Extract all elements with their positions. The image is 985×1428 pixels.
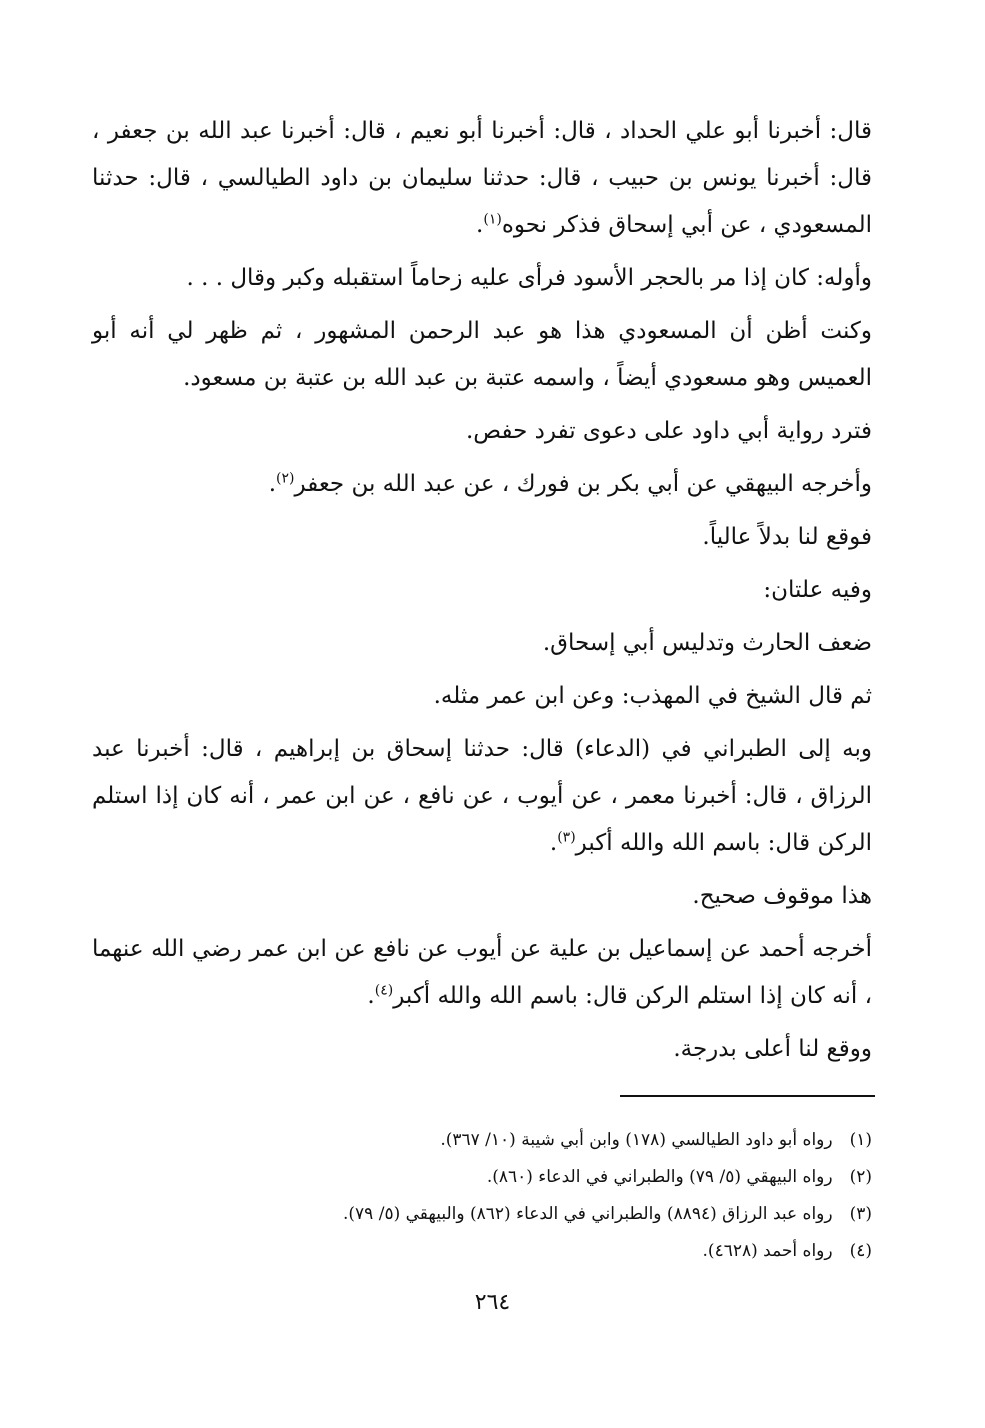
page-number: ٢٦٤ bbox=[474, 1290, 511, 1315]
paragraph: أخرجه أحمد عن إسماعيل بن علية عن أيوب عن نافع عن ابن عمر رضي الله عنهما ، أنه كان إذا استلم الركن قال: باسم الله والله أكبر$^{(٤)}$. bbox=[92, 936, 872, 1009]
paragraph: وكنت أظن أن المسعودي هذا هو عبد الرحمن المشهور ، ثم ظهر لي أنه أبو العميس وهو مسعودي أيضاً ، واسمه عتبة بن عبد الله بن عتبة بن مسعود. bbox=[92, 318, 872, 391]
footnote-divider bbox=[620, 1095, 875, 1097]
paragraph: فترد رواية أبي داود على دعوى تفرد حفص. bbox=[466, 418, 872, 444]
main-text bbox=[92, 108, 872, 1079]
paragraph: فوقع لنا بدلاً عالياً. bbox=[702, 524, 872, 550]
footnote-number: (٤) bbox=[849, 1241, 872, 1261]
footnotes bbox=[180, 1122, 872, 1270]
footnote-ref: (٤) bbox=[374, 982, 394, 999]
paragraph: هذا موقوف صحيح. bbox=[692, 883, 872, 909]
paragraph: وأوله: كان إذا مر بالحجر الأسود فرأى عليه زحاماً استقبله وكبر وقال . . . bbox=[186, 265, 872, 291]
footnote-number: (٣) bbox=[849, 1204, 872, 1224]
paragraph: ضعف الحارث وتدليس أبي إسحاق. bbox=[542, 630, 872, 656]
paragraph: وفيه علتان: bbox=[763, 577, 872, 603]
footnote bbox=[180, 1159, 872, 1196]
paragraph: ثم قال الشيخ في المهذب: وعن ابن عمر مثله. bbox=[433, 683, 872, 709]
paragraph: وأخرجه البيهقي عن أبي بكر بن فورك ، عن عبد الله بن جعفر$^{(٢)}$. bbox=[268, 470, 872, 497]
footnote-text: رواه عبد الرزاق (٨٨٩٤) والطبراني في الدعاء (٨٦٢) والبيهقي (٥/ ٧٩). bbox=[342, 1204, 833, 1224]
footnote-ref: (٣) bbox=[557, 829, 576, 846]
footnote bbox=[180, 1233, 872, 1270]
footnote bbox=[180, 1196, 872, 1233]
footnote bbox=[180, 1122, 872, 1159]
paragraph: وبه إلى الطبراني في (الدعاء) قال: حدثنا إسحاق بن إبراهيم ، قال: أخبرنا عبد الرزاق ، قال: أخبرنا معمر ، عن أيوب ، عن نافع ، عن ابن عمر ، أنه كان إذا استلم الركن قال: باسم الله والله أكبر$^{(٣)}$. bbox=[92, 736, 872, 856]
footnote-text: رواه أحمد (٤٦٢٨). bbox=[702, 1241, 833, 1261]
footnote-number: (١) bbox=[849, 1130, 872, 1150]
paragraph: ووقع لنا أعلى بدرجة. bbox=[673, 1036, 872, 1062]
footnote-ref: (٢) bbox=[276, 470, 295, 487]
footnote-number: (٢) bbox=[849, 1167, 872, 1187]
footnote-ref: (١) bbox=[483, 211, 502, 228]
footnote-text: رواه البيهقي (٥/ ٧٩) والطبراني في الدعاء (٨٦٠). bbox=[486, 1167, 833, 1187]
paragraph: قال: أخبرنا أبو علي الحداد ، قال: أخبرنا أبو نعيم ، قال: أخبرنا عبد الله بن جعفر ، قال: أخبرنا يونس بن حبيب ، قال: حدثنا سليمان بن داود الطيالسي ، قال: حدثنا المسعودي ، عن أبي إسحاق فذكر نحوه$^{(١)}$. bbox=[92, 118, 872, 238]
footnote-text: رواه أبو داود الطيالسي (١٧٨) وابن أبي شيبة (١٠/ ٣٦٧). bbox=[440, 1130, 833, 1150]
